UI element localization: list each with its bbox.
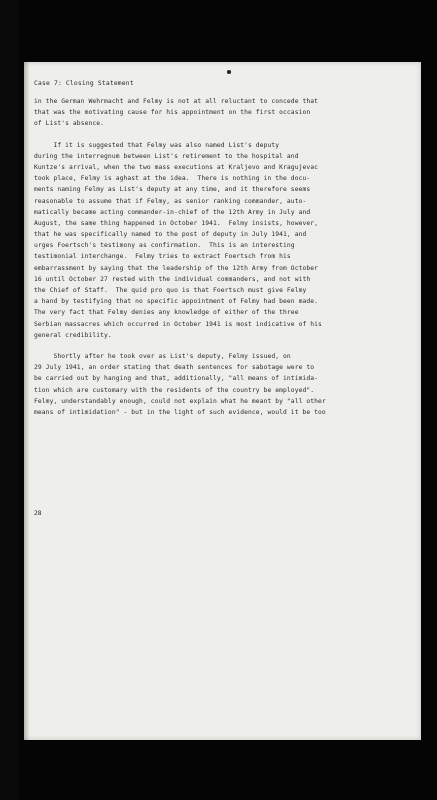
text-line: Felmy, understandably enough, could not explain what he meant by "all other: [34, 397, 326, 405]
text-line: The very fact that Felmy denies any knowledge of either of the three: [34, 309, 299, 317]
text-line: general credibility.: [34, 331, 112, 339]
text-line: in the German Wehrmacht and Felmy is not at all reluctant to concede that: [34, 98, 319, 105]
text-line: Kuntze's arrival, when the two mass executions at Kraljevo and Kragujevac: [34, 163, 319, 171]
paragraph-2: [34, 140, 374, 341]
text-line: 16 until October 27 rested with the individual commanders, and not with: [34, 275, 311, 283]
text-line: matically became acting commander-in-chief of the 12th Army in July and: [34, 208, 311, 216]
text-line: Shortly after he took over as List's deputy, Felmy issued, on: [34, 352, 291, 360]
text-line: the Chief of Staff. The quid pro quo is that Foertsch must give Felmy: [34, 287, 307, 294]
text-line: 29 July 1941, an order stating that death sentences for sabotage were to: [34, 364, 315, 372]
page-header: Case 7: Closing Statement: [34, 80, 134, 87]
paragraph-1: [34, 96, 374, 130]
text-line: urges Foertsch's testimony as confirmation. This is an interesting: [34, 242, 295, 250]
text-line: means of intimidation" - but in the light of such evidence, would it be too: [34, 408, 326, 416]
paragraph-3: [34, 351, 374, 418]
text-line: that he was specifically named to the post of deputy in July 1941, and: [34, 231, 307, 239]
text-line: If it is suggested that Felmy was also named List's deputy: [34, 141, 280, 149]
text-line: tion which are customary with the residents of the country be employed".: [34, 386, 315, 394]
text-line: a hand by testifying that no specific appointment of Felmy had been made.: [34, 298, 319, 306]
film-frame-edge: [0, 0, 18, 800]
text-line: be carried out by hanging and that, additionally, "all means of intimida-: [34, 375, 319, 383]
text-line: during the interregnum between List's retirement to the hospital and: [34, 152, 299, 160]
text-line: reasonable to assume that if Felmy, as senior ranking commander, auto-: [34, 197, 307, 205]
text-line: testimonial interchange. Felmy tries to extract Foertsch from his: [34, 253, 291, 261]
text-line: took place, Felmy is aghast at the idea. There is nothing in the docu-: [34, 175, 311, 183]
text-line: that was the motivating cause for his appointment on the first occasion: [34, 109, 311, 117]
text-line: Serbian massacres which occurred in October 1941 is most indicative of his: [34, 320, 322, 328]
text-line: of List's absence.: [34, 120, 105, 128]
page-number: 28: [34, 510, 42, 517]
text-line: August, the same thing happened in October 1941. Felmy insists, however,: [34, 219, 319, 227]
document-body: [34, 96, 374, 418]
text-line: embarrassment by saying that the leadership of the 12th Army from October: [34, 264, 319, 272]
punch-mark: [227, 70, 231, 74]
page-edge-shadow: [24, 62, 30, 740]
text-line: ments naming Felmy as List's deputy at any time, and it therefore seems: [34, 186, 311, 194]
